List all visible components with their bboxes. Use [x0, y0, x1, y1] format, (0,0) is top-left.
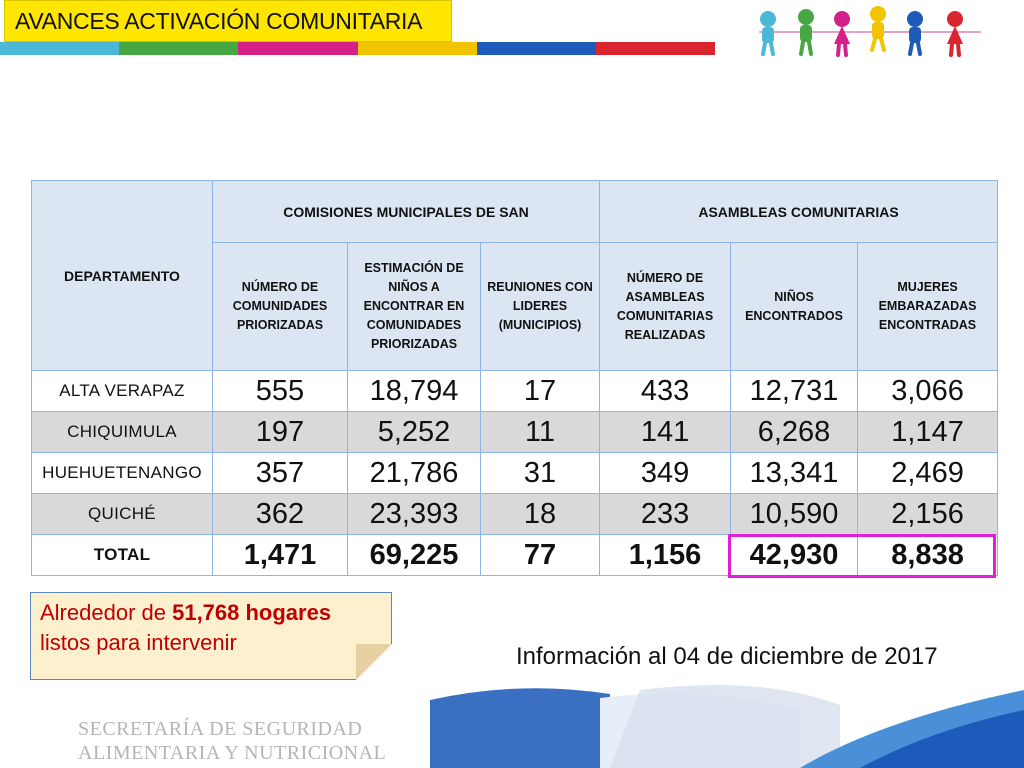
- total-value: 1,471: [213, 535, 348, 576]
- note-prefix: Alrededor de: [40, 600, 173, 625]
- header-comisiones: COMISIONES MUNICIPALES DE SAN: [213, 181, 600, 243]
- subheader-mujeres-embarazadas: MUJERES EMBARAZADAS ENCONTRADAS: [858, 243, 998, 371]
- subheader-reuniones: REUNIONES CON LIDERES (MUNICIPIOS): [481, 243, 600, 371]
- total-value: 1,156: [600, 535, 731, 576]
- subheader-comunidades: NÚMERO DE COMUNIDADES PRIORIZADAS: [213, 243, 348, 371]
- cell-value: 555: [213, 371, 348, 412]
- cell-value: 6,268: [731, 412, 858, 453]
- row-dept: CHIQUIMULA: [32, 412, 213, 453]
- cell-value: 1,147: [858, 412, 998, 453]
- cell-value: 13,341: [731, 453, 858, 494]
- row-dept: QUICHÉ: [32, 494, 213, 535]
- cell-value: 233: [600, 494, 731, 535]
- cell-value: 10,590: [731, 494, 858, 535]
- row-dept: HUEHUETENANGO: [32, 453, 213, 494]
- cell-value: 11: [481, 412, 600, 453]
- note-suffix: listos para intervenir: [40, 630, 237, 655]
- cell-value: 349: [600, 453, 731, 494]
- data-table: [31, 180, 998, 576]
- cell-value: 18: [481, 494, 600, 535]
- logo-line1: SECRETARÍA DE SEGURIDAD: [78, 718, 363, 740]
- cell-value: 21,786: [348, 453, 481, 494]
- total-value: 42,930: [731, 535, 858, 576]
- info-date: Información al 04 de diciembre de 2017: [516, 643, 938, 670]
- cell-value: 18,794: [348, 371, 481, 412]
- totals-highlight-box: [728, 534, 996, 578]
- table-row: [32, 453, 998, 494]
- note-highlight: 51,768 hogares: [172, 600, 332, 625]
- total-value: 8,838: [858, 535, 998, 576]
- cell-value: 362: [213, 494, 348, 535]
- cell-value: 3,066: [858, 371, 998, 412]
- table-row: [32, 494, 998, 535]
- subheader-estimacion-ninos: ESTIMACIÓN DE NIÑOS A ENCONTRAR EN COMUNIDADES PRIORIZADAS: [348, 243, 481, 371]
- cell-value: 141: [600, 412, 731, 453]
- cell-value: 17: [481, 371, 600, 412]
- note-text: [40, 598, 331, 658]
- cell-value: 12,731: [731, 371, 858, 412]
- cell-value: 2,156: [858, 494, 998, 535]
- total-value: 77: [481, 535, 600, 576]
- cell-value: 197: [213, 412, 348, 453]
- cell-value: 31: [481, 453, 600, 494]
- households-note: [30, 592, 392, 680]
- header-asambleas: ASAMBLEAS COMUNITARIAS: [600, 181, 998, 243]
- table-row: [32, 412, 998, 453]
- subheader-asambleas: NÚMERO DE ASAMBLEAS COMUNITARIAS REALIZADAS: [600, 243, 731, 371]
- cell-value: 433: [600, 371, 731, 412]
- logo-line2: ALIMENTARIA Y NUTRICIONAL: [78, 742, 387, 764]
- title-banner: [4, 0, 452, 42]
- children-logo-icon: [750, 2, 990, 60]
- color-stripe: [0, 42, 715, 55]
- total-label: TOTAL: [32, 535, 213, 576]
- page-fold-icon: [356, 644, 392, 680]
- total-value: 69,225: [348, 535, 481, 576]
- sesan-logo: [78, 717, 386, 765]
- header-departamento: DEPARTAMENTO: [32, 181, 213, 371]
- cell-value: 2,469: [858, 453, 998, 494]
- page-title: AVANCES ACTIVACIÓN COMUNITARIA: [15, 8, 423, 34]
- cell-value: 357: [213, 453, 348, 494]
- subheader-ninos-encontrados: NIÑOS ENCONTRADOS: [731, 243, 858, 371]
- cell-value: 5,252: [348, 412, 481, 453]
- row-dept: ALTA VERAPAZ: [32, 371, 213, 412]
- cell-value: 23,393: [348, 494, 481, 535]
- table-row: [32, 371, 998, 412]
